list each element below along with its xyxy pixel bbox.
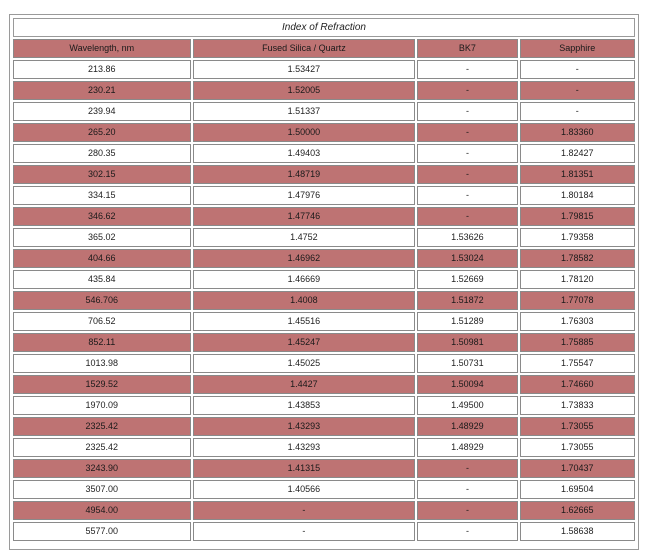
cell-bk7: 1.51872	[417, 291, 517, 310]
cell-sapphire: 1.80184	[520, 186, 635, 205]
cell-bk7: 1.49500	[417, 396, 517, 415]
header-sapphire: Sapphire	[520, 39, 635, 58]
cell-wavelength: 280.35	[13, 144, 191, 163]
table-row	[13, 102, 635, 121]
table-row	[13, 228, 635, 247]
table-row	[13, 291, 635, 310]
cell-wavelength: 265.20	[13, 123, 191, 142]
cell-fused-silica: 1.47976	[193, 186, 416, 205]
cell-wavelength: 1013.98	[13, 354, 191, 373]
cell-sapphire: 1.79358	[520, 228, 635, 247]
cell-bk7: -	[417, 81, 517, 100]
table-row	[13, 333, 635, 352]
cell-fused-silica: 1.41315	[193, 459, 416, 478]
cell-fused-silica: 1.47746	[193, 207, 416, 226]
cell-fused-silica: 1.46962	[193, 249, 416, 268]
cell-wavelength: 302.15	[13, 165, 191, 184]
cell-wavelength: 706.52	[13, 312, 191, 331]
cell-fused-silica: 1.45025	[193, 354, 416, 373]
cell-sapphire: 1.73833	[520, 396, 635, 415]
cell-bk7: -	[417, 123, 517, 142]
cell-sapphire: 1.79815	[520, 207, 635, 226]
table-row	[13, 354, 635, 373]
cell-fused-silica: 1.48719	[193, 165, 416, 184]
header-row	[13, 39, 635, 58]
cell-bk7: 1.50981	[417, 333, 517, 352]
table-row	[13, 438, 635, 457]
cell-fused-silica: 1.4752	[193, 228, 416, 247]
cell-sapphire: 1.78120	[520, 270, 635, 289]
cell-bk7: 1.51289	[417, 312, 517, 331]
table-row	[13, 312, 635, 331]
cell-bk7: -	[417, 186, 517, 205]
cell-bk7: 1.50094	[417, 375, 517, 394]
cell-bk7: 1.48929	[417, 438, 517, 457]
cell-wavelength: 230.21	[13, 81, 191, 100]
cell-wavelength: 852.11	[13, 333, 191, 352]
header-bk7: BK7	[417, 39, 517, 58]
cell-sapphire: -	[520, 81, 635, 100]
cell-fused-silica: -	[193, 522, 416, 541]
cell-fused-silica: 1.49403	[193, 144, 416, 163]
cell-wavelength: 5577.00	[13, 522, 191, 541]
cell-fused-silica: 1.4427	[193, 375, 416, 394]
cell-bk7: 1.52669	[417, 270, 517, 289]
cell-fused-silica: -	[193, 501, 416, 520]
cell-sapphire: 1.78582	[520, 249, 635, 268]
cell-sapphire: 1.82427	[520, 144, 635, 163]
cell-sapphire: -	[520, 102, 635, 121]
cell-sapphire: 1.74660	[520, 375, 635, 394]
cell-wavelength: 3243.90	[13, 459, 191, 478]
refraction-table	[11, 16, 637, 543]
cell-sapphire: 1.62665	[520, 501, 635, 520]
cell-bk7: -	[417, 102, 517, 121]
cell-sapphire: 1.81351	[520, 165, 635, 184]
cell-fused-silica: 1.46669	[193, 270, 416, 289]
cell-sapphire: 1.75547	[520, 354, 635, 373]
cell-bk7: 1.53626	[417, 228, 517, 247]
cell-sapphire: 1.70437	[520, 459, 635, 478]
table-row	[13, 501, 635, 520]
cell-bk7: -	[417, 207, 517, 226]
cell-sapphire: 1.69504	[520, 480, 635, 499]
table-row	[13, 522, 635, 541]
cell-bk7: -	[417, 522, 517, 541]
cell-bk7: 1.48929	[417, 417, 517, 436]
cell-sapphire: 1.73055	[520, 438, 635, 457]
cell-wavelength: 4954.00	[13, 501, 191, 520]
cell-fused-silica: 1.40566	[193, 480, 416, 499]
cell-wavelength: 3507.00	[13, 480, 191, 499]
cell-wavelength: 1529.52	[13, 375, 191, 394]
table-row	[13, 81, 635, 100]
cell-bk7: -	[417, 501, 517, 520]
table-row	[13, 165, 635, 184]
header-wavelength: Wavelength, nm	[13, 39, 191, 58]
table-row	[13, 480, 635, 499]
cell-bk7: -	[417, 480, 517, 499]
cell-fused-silica: 1.53427	[193, 60, 416, 79]
table-row	[13, 459, 635, 478]
cell-sapphire: 1.75885	[520, 333, 635, 352]
table-row	[13, 270, 635, 289]
table-row	[13, 60, 635, 79]
cell-fused-silica: 1.45516	[193, 312, 416, 331]
cell-wavelength: 334.15	[13, 186, 191, 205]
cell-wavelength: 239.94	[13, 102, 191, 121]
header-fused-silica: Fused Silica / Quartz	[193, 39, 416, 58]
table-row	[13, 417, 635, 436]
cell-bk7: -	[417, 144, 517, 163]
cell-bk7: 1.53024	[417, 249, 517, 268]
table-row	[13, 375, 635, 394]
cell-wavelength: 546.706	[13, 291, 191, 310]
cell-sapphire: -	[520, 60, 635, 79]
table-row	[13, 207, 635, 226]
cell-bk7: -	[417, 165, 517, 184]
table-row	[13, 249, 635, 268]
cell-sapphire: 1.73055	[520, 417, 635, 436]
cell-bk7: -	[417, 459, 517, 478]
cell-sapphire: 1.76303	[520, 312, 635, 331]
table-row	[13, 396, 635, 415]
table-row	[13, 123, 635, 142]
cell-sapphire: 1.83360	[520, 123, 635, 142]
table-row	[13, 144, 635, 163]
cell-fused-silica: 1.45247	[193, 333, 416, 352]
cell-fused-silica: 1.50000	[193, 123, 416, 142]
cell-fused-silica: 1.4008	[193, 291, 416, 310]
cell-wavelength: 365.02	[13, 228, 191, 247]
cell-sapphire: 1.77078	[520, 291, 635, 310]
cell-fused-silica: 1.52005	[193, 81, 416, 100]
table-title: Index of Refraction	[13, 18, 635, 37]
cell-fused-silica: 1.43293	[193, 417, 416, 436]
cell-wavelength: 2325.42	[13, 417, 191, 436]
cell-wavelength: 435.84	[13, 270, 191, 289]
table-body	[13, 60, 635, 541]
cell-wavelength: 213.86	[13, 60, 191, 79]
cell-wavelength: 404.66	[13, 249, 191, 268]
cell-wavelength: 1970.09	[13, 396, 191, 415]
table-row	[13, 186, 635, 205]
cell-fused-silica: 1.43293	[193, 438, 416, 457]
cell-wavelength: 346.62	[13, 207, 191, 226]
cell-bk7: 1.50731	[417, 354, 517, 373]
cell-bk7: -	[417, 60, 517, 79]
cell-fused-silica: 1.43853	[193, 396, 416, 415]
cell-fused-silica: 1.51337	[193, 102, 416, 121]
cell-sapphire: 1.58638	[520, 522, 635, 541]
cell-wavelength: 2325.42	[13, 438, 191, 457]
